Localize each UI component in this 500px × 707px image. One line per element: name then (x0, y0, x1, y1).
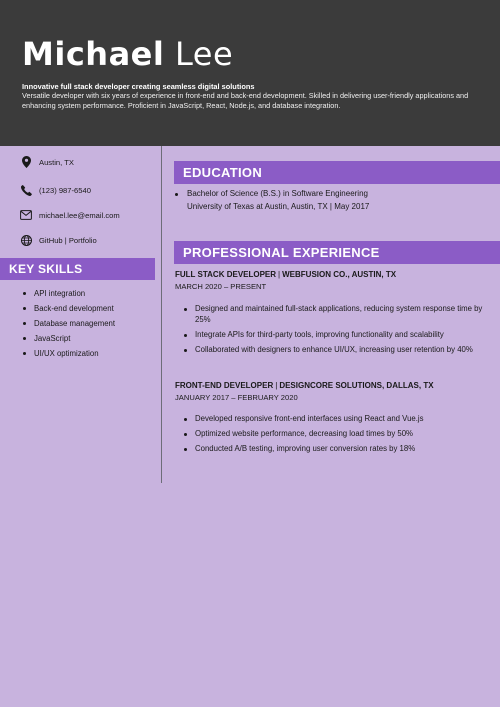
summary: Versatile developer with six years of experience in front-end and back-end development. Skilled in delivering user-friendly applications and enhancing system performance. Proficient in JavaScript, React, Node.js, and database integration. (22, 91, 469, 110)
contact-phone (20, 183, 91, 197)
education-heading: EDUCATION (174, 161, 500, 184)
skills-list (22, 287, 115, 362)
job-role: FRONT-END DEVELOPER (175, 381, 274, 390)
globe-icon (20, 234, 32, 246)
experience-heading: PROFESSIONAL EXPERIENCE (174, 241, 500, 264)
phone-icon (20, 184, 32, 196)
achievement: Collaborated with designers to enhance UI/UX, increasing user retention by 40% (175, 345, 490, 356)
achievement: Designed and maintained full-stack applications, reducing system response time by 25% (175, 304, 490, 325)
candidate-name (22, 36, 233, 72)
email-icon (20, 209, 32, 221)
job-company: WEBFUSION CO., AUSTIN, TX (282, 270, 397, 279)
skill-item: UI/UX optimization (22, 347, 115, 362)
achievement: Developed responsive front-end interfaces using React and Vue.js (175, 414, 490, 425)
job-company: DESIGNCORE SOLUTIONS, DALLAS, TX (279, 381, 434, 390)
bullet-dot (175, 193, 178, 196)
education-entry (175, 188, 369, 213)
achievement: Integrate APIs for third-party tools, improving functionality and scalability (175, 330, 490, 341)
skill-item: API integration (22, 287, 115, 302)
location-text: Austin, TX (39, 157, 74, 167)
phone-link[interactable]: (123) 987-6540 (39, 185, 91, 195)
location-pin-icon (20, 156, 32, 168)
job-dates: JANUARY 2017 – FEBRUARY 2020 (175, 393, 298, 402)
column-divider (161, 146, 162, 483)
resume-header (0, 0, 500, 146)
skill-item: JavaScript (22, 332, 115, 347)
skill-item: Database management (22, 317, 115, 332)
job-bullets (175, 414, 490, 460)
key-skills-heading: KEY SKILLS (0, 258, 155, 280)
last-name: Lee (175, 35, 234, 73)
headline: Innovative full stack developer creating seamless digital solutions (22, 82, 255, 91)
email-link[interactable]: michael.lee@email.com (39, 210, 120, 220)
contact-location (20, 155, 74, 169)
contact-links (20, 233, 97, 247)
achievement: Conducted A/B testing, improving user conversion rates by 18% (175, 444, 490, 455)
job-title: FRONT-END DEVELOPER | DESIGNCORE SOLUTIONS, DALLAS, TX (175, 381, 434, 390)
school-line: University of Texas at Austin, Austin, TX | May 2017 (187, 201, 370, 211)
achievement: Optimized website performance, decreasing load times by 50% (175, 429, 490, 440)
job-role: FULL STACK DEVELOPER (175, 270, 277, 279)
school: University of Texas at Austin, Austin, TX (187, 201, 328, 211)
degree: Bachelor of Science (B.S.) in Software Engineering (187, 189, 368, 198)
contact-email (20, 208, 120, 222)
profile-links[interactable]: GitHub | Portfolio (39, 235, 97, 245)
job-dates: MARCH 2020 – PRESENT (175, 282, 267, 291)
graduation-date: May 2017 (334, 201, 370, 211)
job-bullets (175, 304, 490, 360)
first-name: Michael (22, 35, 165, 73)
skill-item: Back-end development (22, 302, 115, 317)
job-title: FULL STACK DEVELOPER | WEBFUSION CO., AUSTIN, TX (175, 270, 397, 279)
